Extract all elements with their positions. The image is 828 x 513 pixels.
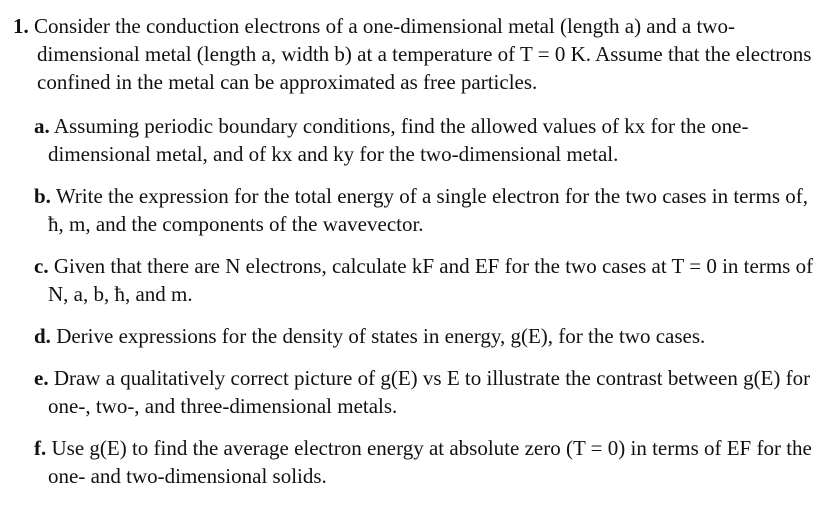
- part-label: e.: [34, 366, 49, 390]
- part-f: [13, 434, 818, 490]
- part-text: Write the expression for the total energy of a single electron for the two cases in terms of, ħ, m, and the components of the wavevector.: [48, 184, 808, 236]
- part-text: Draw a qualitatively correct picture of g(E) vs E to illustrate the contrast between g(E) for one-, two-, and three-dimensional metals.: [48, 366, 811, 418]
- part-label: d.: [34, 324, 51, 348]
- part-text: Given that there are N electrons, calculate kF and EF for the two cases at T = 0 in terms of N, a, b, ħ, and m.: [48, 254, 814, 306]
- part-label: b.: [34, 184, 51, 208]
- part-label: c.: [34, 254, 49, 278]
- part-text: Assuming periodic boundary conditions, find the allowed values of kx for the one-dimensional metal, and of kx and ky for the two-dimensional metal.: [48, 114, 749, 166]
- part-b: [13, 182, 818, 238]
- problem-1: [13, 12, 818, 504]
- part-text: Use g(E) to find the average electron energy at absolute zero (T = 0) in terms of EF for the one- and two-dimensional solids.: [48, 436, 812, 488]
- part-c: [13, 252, 818, 308]
- part-label: a.: [34, 114, 50, 138]
- problem-statement: [13, 12, 818, 96]
- part-d: [13, 322, 818, 350]
- problem-intro: Consider the conduction electrons of a one-dimensional metal (length a) and a two-dimensional metal (length a, width b) at a temperature of T = 0 K. Assume that the electrons confined in the metal can be approximated as free particles.: [34, 14, 812, 94]
- part-a: [13, 112, 818, 168]
- part-label: f.: [34, 436, 47, 460]
- problem-parts: [13, 112, 818, 490]
- part-e: [13, 364, 818, 420]
- problem-number: 1.: [13, 14, 29, 38]
- part-text: Derive expressions for the density of states in energy, g(E), for the two cases.: [56, 324, 706, 348]
